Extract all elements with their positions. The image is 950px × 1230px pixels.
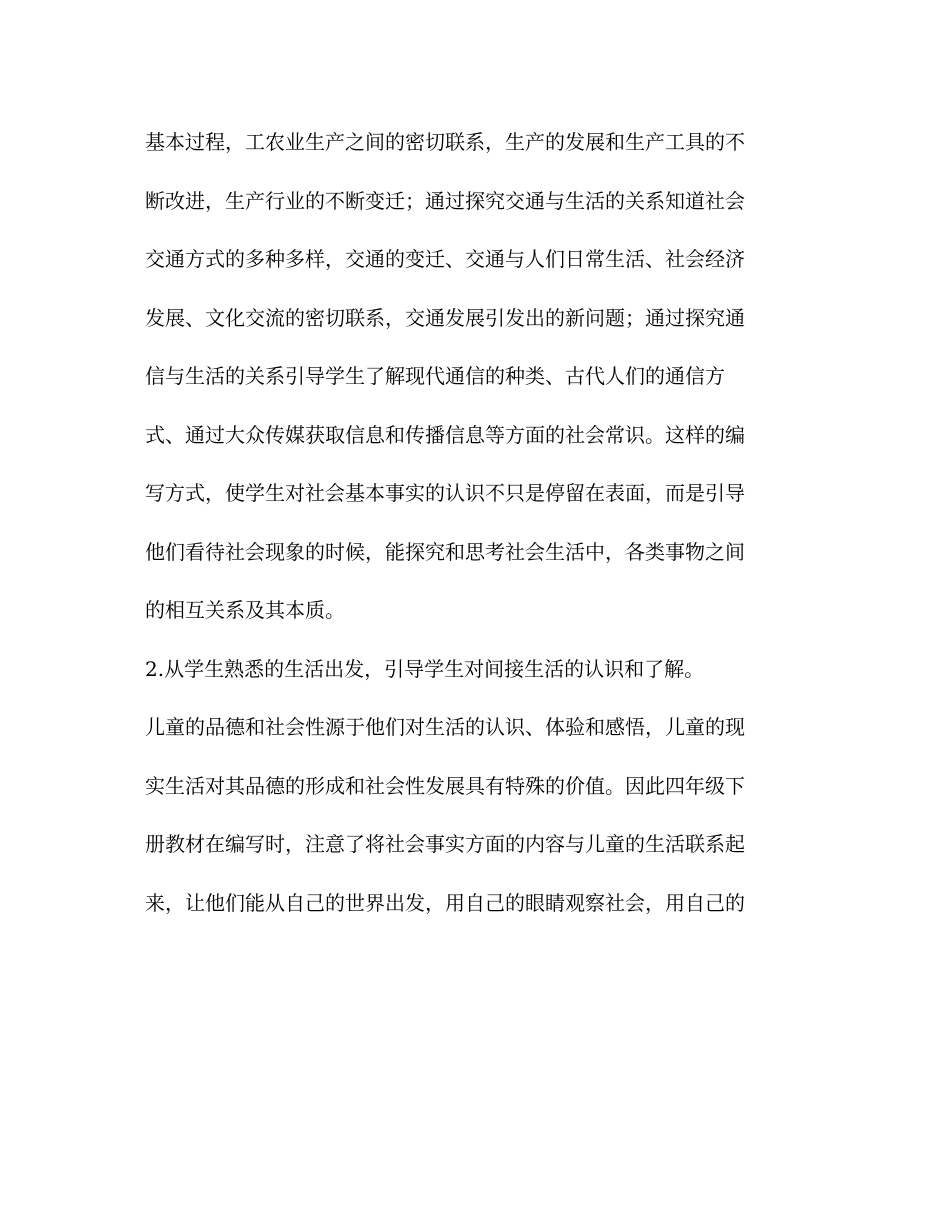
text-line-11: 儿童的品德和社会性源于他们对生活的认识、体验和感悟，儿童的现 [145,715,745,739]
body-text [145,113,805,932]
text-line-4: 发展、文化交流的密切联系，交通发展引发出的新问题；通过探究通 [145,305,745,330]
text-line-12: 实生活对其品德的形成和社会性发展具有特殊的价值。因此四年级下 [145,773,745,798]
text-line-6: 式、通过大众传媒获取信息和传播信息等方面的社会常识。这样的编 [145,422,745,447]
text-line-13: 册教材在编写时，注意了将社会事实方面的内容与儿童的生活联系起 [145,832,745,856]
text-line-8: 他们看待社会现象的时候，能探究和思考社会生活中，各类事物之间 [145,539,745,564]
text-line-3: 交通方式的多种多样，交通的变迁、交通与人们日常生活、社会经济 [145,247,745,271]
text-line-5: 信与生活的关系引导学生了解现代通信的种类、古代人们的通信方 [145,364,725,388]
text-line-9: 的相互关系及其本质。 [145,598,345,622]
text-line-14: 来，让他们能从自己的世界出发，用自己的眼睛观察社会，用自己的 [145,890,745,915]
text-line-7: 写方式，使学生对社会基本事实的认识不只是停留在表面，而是引导 [145,481,745,505]
section-heading: 2.从学生熟悉的生活出发，引导学生对间接生活的认识和了解。 [145,656,705,681]
text-line-1: 基本过程，工农业生产之间的密切联系，生产的发展和生产工具的不 [145,130,745,154]
text-line-2: 断改进，生产行业的不断变迁；通过探究交通与生活的关系知道社会 [145,188,745,213]
